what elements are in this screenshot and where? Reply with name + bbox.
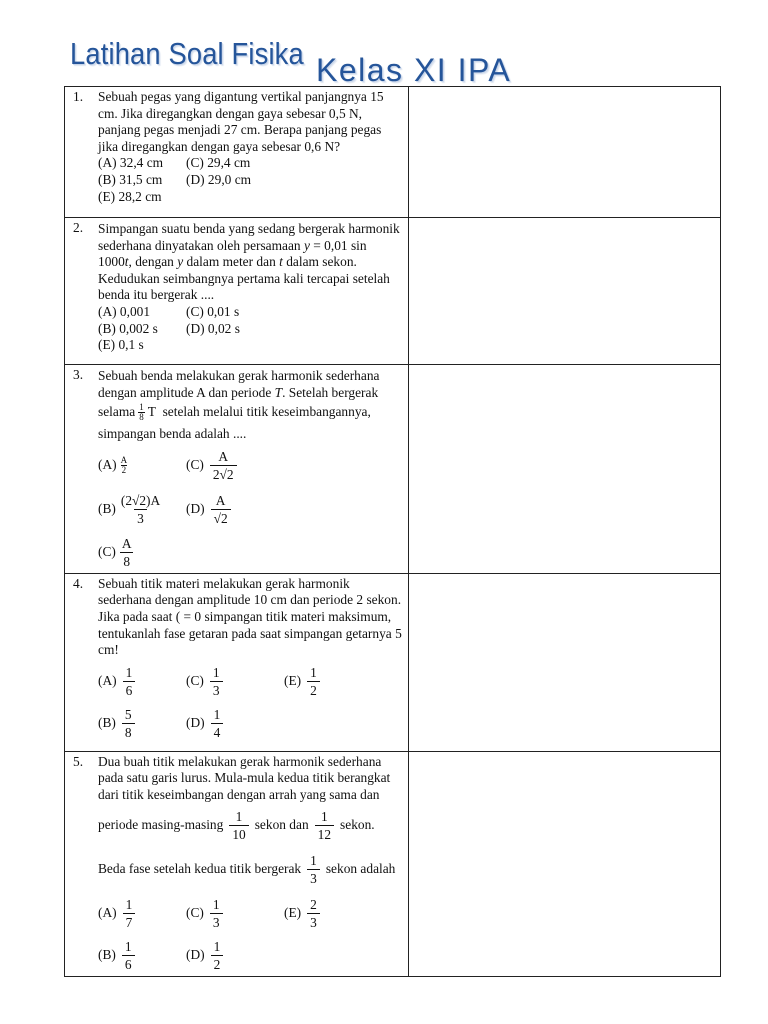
option-b: (B) $\frac{5}{8}$	[98, 706, 186, 741]
table-row	[65, 573, 721, 751]
question-number: 1.	[73, 89, 84, 104]
question-number: 4.	[73, 575, 84, 591]
table-row	[65, 218, 721, 365]
table-row	[65, 365, 721, 574]
question-number: 5.	[73, 753, 84, 769]
fraction: $\frac{1}{10}$	[229, 808, 248, 843]
option-a: (A) $\frac{A}{2}$	[98, 455, 128, 476]
question-3: 3. Sebuah benda melakukan gerak harmonik sederhana dengan amplitude A dan periode T. Setelah bergerak selama $\frac{1}{8}$ T setelah melalui titik keseimbangannya, simpangan benda adalah .... (A) $\frac{A}{2}$ (C) $\frac{A}{2√2}$ (B) $\frac{(2√2)A}{3}$ (D) $\frac{A}{√2}$ (C) $\frac{A}{8}$	[65, 365, 409, 574]
page-title: Latihan Soal Fisika	[70, 36, 304, 71]
table-row	[65, 751, 721, 976]
question-table	[64, 86, 721, 977]
answer-cell[interactable]	[408, 365, 720, 574]
question-text: Sebuah titik materi melakukan gerak harmonik sederhana dengan amplitude 10 cm dan periode 2 sekon. Jika pada saat ( = 0 simpangan titik materi maksimum, tentukanlah fase getaran pada saat simpangan getarnya 5 cm!	[98, 575, 402, 658]
option-d: (D) $\frac{A}{√2}$	[186, 492, 237, 527]
option-d: (D) $\frac{1}{4}$	[186, 706, 229, 741]
fraction: $\frac{1}{12}$	[315, 808, 334, 843]
option-b: (B) $\frac{(2√2)A}{3}$	[98, 493, 161, 527]
option-e: (E) 28,2 cm	[98, 188, 162, 204]
answer-cell[interactable]	[408, 218, 720, 365]
option-b: (B) 0,002 s	[98, 320, 158, 336]
option-c: (C) $\frac{1}{3}$	[186, 664, 284, 699]
page-subtitle: Kelas XI IPA	[316, 52, 512, 88]
option-a: (A) $\frac{1}{7}$	[98, 896, 186, 931]
option-e: (E) $\frac{2}{3}$	[284, 896, 326, 931]
table-row	[65, 87, 721, 218]
option-a: (A) $\frac{1}{6}$	[98, 664, 186, 699]
question-number: 3.	[73, 367, 84, 382]
answer-cell[interactable]	[408, 87, 720, 218]
option-d: (D) $\frac{1}{2}$	[186, 938, 229, 973]
option-d: (D) 0,02 s	[186, 320, 240, 336]
option-c: (C) 0,01 s	[186, 303, 240, 319]
question-4	[65, 573, 409, 751]
question-text: Sebuah benda melakukan gerak harmonik sederhana dengan amplitude A dan periode T. Setelah bergerak	[98, 368, 380, 400]
option-c: (C) $\frac{A}{2√2}$	[186, 448, 243, 483]
option-d: (D) 29,0 cm	[186, 171, 252, 187]
fraction: $\frac{1}{8}$	[139, 402, 144, 423]
option-e: (C) $\frac{A}{8}$	[98, 536, 132, 570]
answer-cell[interactable]	[408, 573, 720, 751]
question-text: Dua buah titik melakukan gerak harmonik sederhana pada satu garis lurus. Mula-mula kedua titik berangkat dari titik keseimbangan dengan arrah yang sama dan	[98, 753, 391, 802]
question-2	[65, 218, 409, 365]
question-number: 2.	[73, 220, 84, 235]
question-text: Simpangan suatu benda yang sedang bergerak harmonik sederhana dinyatakan oleh persamaan y = 0,01 sin 1000t, dengan y dalam meter dan t dalam sekon. Kedudukan seimbangnya pertama kali tercapai setelah benda itu bergerak ....	[98, 221, 400, 303]
option-a: (A) 0,001	[98, 303, 151, 319]
fraction: $\frac{1}{3}$	[307, 852, 320, 887]
question-5: 5. Dua buah titik melakukan gerak harmonik sederhana pada satu garis lurus. Mula-mula kedua titik berangkat dari titik keseimbangan dengan arrah yang sama dan periode masing-masing $\frac{1}{10}$ sekon dan $\frac{1}{12}$ sekon. Beda fase setelah kedua titik bergerak $\frac{1}{3}$ sekon adalah (A) $\frac{1}{7}$ (C) $\frac{1}{3}$ (E) $\frac{2}{3}$ (B) $\frac{1}{6}$ (D) $\frac{1}{2}$	[65, 751, 409, 976]
option-c: (C) $\frac{1}{3}$	[186, 896, 284, 931]
option-b: (B) 31,5 cm	[98, 171, 163, 187]
option-e: (E) 0,1 s	[98, 337, 144, 353]
answer-cell[interactable]	[408, 751, 720, 976]
option-b: (B) $\frac{1}{6}$	[98, 938, 186, 973]
question-text: Sebuah pegas yang digantung vertikal panjangnya 15 cm. Jika diregangkan dengan gaya sebesar 0,5 N, panjang pegas menjadi 27 cm. Berapa panjang pegas jika diregangkan dengan gaya sebesar 0,6 N?	[98, 89, 384, 154]
option-e: (E) $\frac{1}{2}$	[284, 664, 326, 699]
option-c: (C) 29,4 cm	[186, 155, 251, 171]
option-a: (A) 32,4 cm	[98, 155, 164, 171]
question-1	[65, 87, 409, 218]
